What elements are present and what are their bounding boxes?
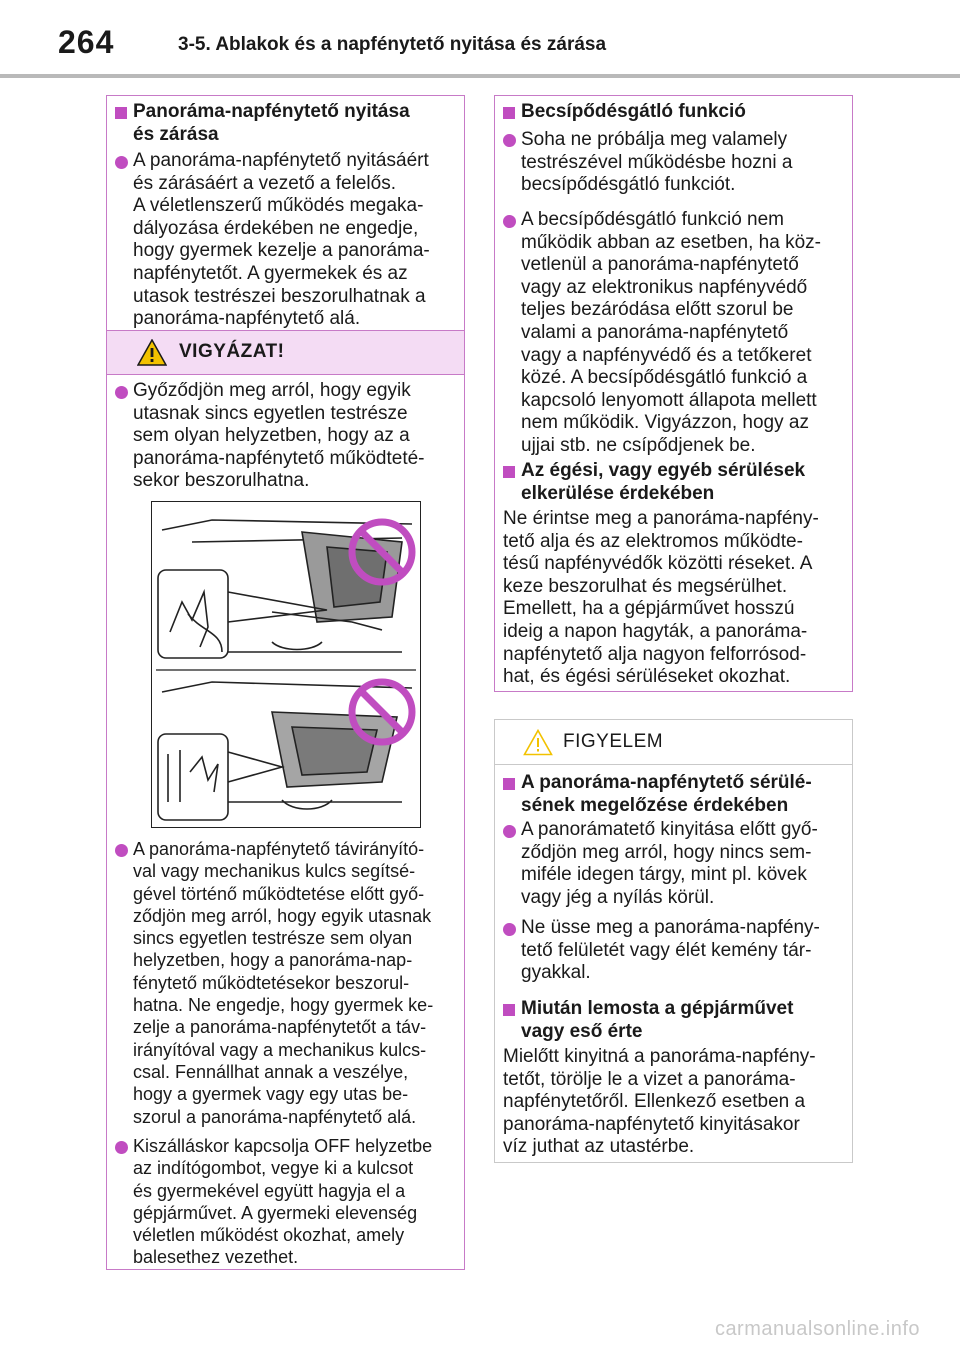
- heading-anti-pinch: Becsípődésgátló funkció: [521, 101, 746, 122]
- text-line: működik abban az esetben, ha köz-: [521, 231, 821, 253]
- text-line: tető alja és az elektromos működte-: [503, 530, 803, 552]
- text-line: napfénytető alja nagyon felforrósod-: [503, 643, 807, 665]
- text-line: ideig a napon hagyták, a panoráma-: [503, 620, 808, 642]
- header-divider: [0, 74, 960, 78]
- round-bullet-icon: [115, 1141, 128, 1154]
- notice-header: [495, 720, 852, 765]
- square-bullet-icon: [503, 778, 515, 790]
- paragraph-responsibility: [133, 150, 430, 331]
- text-line: A panoráma-napfénytető nyitásáért: [133, 150, 429, 171]
- round-bullet-icon: [503, 134, 516, 147]
- heading-line: vagy eső érte: [521, 1020, 643, 1042]
- paragraph-burn-prevention: [503, 508, 819, 689]
- text-line: közé. A becsípődésgátló funkció a: [521, 367, 808, 389]
- text-line: kapcsoló lenyomott állapota mellett: [521, 389, 817, 411]
- text-line: hatna. Ne engedje, hogy gyermek ke-: [133, 995, 434, 1016]
- text-line: dályozása érdekében ne engedje,: [133, 217, 419, 239]
- text-line: utasnak sincs egyetlen testrésze: [133, 402, 408, 424]
- text-line: A panoráma-napfénytető távirányító-: [133, 839, 425, 859]
- text-line: ujjai stb. ne csípődjenek be.: [521, 434, 756, 456]
- text-line: A panorámatető kinyitása előtt győ-: [521, 819, 818, 840]
- text-line: tésű napfényvédők közötti réseket. A: [503, 553, 813, 575]
- text-line: valami a panoráma-napfénytető: [521, 321, 789, 343]
- text-line: vagy a napfényvédő és a tetőkeret: [521, 344, 812, 366]
- text-line: panoráma-napfénytető kinyitásakor: [503, 1113, 800, 1135]
- round-bullet-icon: [115, 156, 128, 169]
- heading-line: elkerülése érdekében: [521, 482, 715, 504]
- warning-label: VIGYÁZAT!: [179, 341, 285, 362]
- text-line: teljes bezáródása előtt szorul be: [521, 299, 794, 321]
- footer-watermark: carmanualsonline.info: [714, 1318, 920, 1340]
- square-bullet-icon: [503, 107, 515, 119]
- text-line: Mielőtt kinyitná a panoráma-napfény-: [503, 1046, 816, 1067]
- text-line: hogy gyermek kezelje a panoráma-: [133, 240, 430, 262]
- paragraph-exit-vehicle: [133, 1135, 432, 1269]
- sunroof-hand-illustration: [152, 502, 420, 827]
- text-line: tető felületét vagy élét kemény tár-: [521, 939, 812, 961]
- text-line: vetlenül a panoráma-napfénytető: [521, 254, 799, 276]
- text-line: sincs egyetlen testrésze sem olyan: [133, 928, 413, 949]
- text-line: ződjön meg arról, hogy egyik utasnak: [133, 905, 432, 926]
- round-bullet-icon: [503, 923, 516, 936]
- page-number: 264: [58, 24, 115, 60]
- text-line: véletlen működést okozhat, amely: [133, 1225, 405, 1246]
- square-bullet-icon: [115, 107, 127, 119]
- paragraph-check-foreign-objects: [521, 819, 818, 909]
- round-bullet-icon: [503, 215, 516, 228]
- text-line: becsípődésgátló funkciót.: [521, 174, 736, 196]
- text-line: Soha ne próbálja meg valamely: [521, 129, 788, 150]
- text-line: gépjárművet. A gyermeki elevenség: [133, 1202, 418, 1223]
- text-line: nem működik. Vigyázzon, hogy az: [521, 412, 809, 434]
- text-line: A véletlenszerű működés megaka-: [133, 195, 424, 217]
- paragraph-wipe-water: [503, 1046, 816, 1159]
- warning-triangle-icon: [137, 339, 167, 366]
- text-line: sekor beszorulhatna.: [133, 470, 310, 492]
- text-line: tetőt, törölje le a vizet a panoráma-: [503, 1068, 796, 1090]
- text-line: Emellett, ha a gépjárművet hosszú: [503, 598, 795, 620]
- text-line: A becsípődésgátló funkció nem: [521, 209, 785, 230]
- text-line: hogy a gyermek vagy egy utas be-: [133, 1084, 409, 1105]
- text-line: napfénytetőt. A gyermekek és az: [133, 262, 408, 284]
- text-line: és gyermekével együtt hagyja el a: [133, 1180, 406, 1201]
- text-line: napfénytetőről. Ellenkező esetben a: [503, 1091, 806, 1113]
- notice-box: [494, 719, 853, 1163]
- right-warning-box: [494, 95, 853, 692]
- warning-band: [107, 330, 464, 375]
- text-line: vagy jég a nyílás körül.: [521, 886, 715, 908]
- text-line: szorul a panoráma-napfénytető alá.: [133, 1106, 417, 1127]
- text-line: utasok testrészei beszorulhatnak a: [133, 285, 426, 307]
- text-line: sem olyan helyzetben, hogy az a: [133, 425, 410, 447]
- left-warning-box: [106, 95, 465, 1270]
- notice-label: FIGYELEM: [563, 731, 664, 752]
- text-line: gével történő működtetése előtt győ-: [133, 883, 425, 904]
- text-line: csal. Fennállhat annak a veszélye,: [133, 1061, 409, 1082]
- paragraph-check-passengers: [133, 380, 425, 493]
- paragraph-remote-operation: [133, 838, 433, 1128]
- paragraph-anti-pinch-never: [521, 129, 792, 197]
- text-line: helyzetben, hogy a panoráma-nap-: [133, 950, 413, 971]
- heading-line: Miután lemosta a gépjárművet: [521, 998, 794, 1019]
- text-line: Kiszálláskor kapcsolja OFF helyzetbe: [133, 1136, 433, 1156]
- round-bullet-icon: [503, 825, 516, 838]
- text-line: irányítóval vagy a mechanikus kulcs-: [133, 1039, 427, 1060]
- text-line: panoráma-napfénytető alá.: [133, 308, 361, 330]
- heading-line: Az égési, vagy egyéb sérülések: [521, 460, 806, 481]
- paragraph-no-hard-objects: [521, 917, 820, 985]
- heading-line: és zárása: [133, 123, 219, 145]
- heading-after-washing: [521, 998, 793, 1043]
- text-line: keze beszorulhat és megsérülhet.: [503, 575, 788, 597]
- text-line: miféle idegen tárgy, mint pl. kövek: [521, 864, 807, 886]
- heading-line: Panoráma-napfénytető nyitása: [133, 101, 410, 122]
- heading-damage-prevention: [521, 772, 812, 817]
- text-line: hat, és égési sérüléseket okozhat.: [503, 666, 791, 688]
- text-line: testrészével működésbe hozni a: [521, 151, 793, 173]
- page-header: [0, 0, 960, 80]
- text-line: gyakkal.: [521, 962, 591, 984]
- text-line: panoráma-napfénytető működteté-: [133, 447, 425, 469]
- heading-burn-prevention: [521, 460, 805, 505]
- text-line: víz juthat az utastérbe.: [503, 1136, 695, 1158]
- text-line: és zárásáért a vezető a felelős.: [133, 172, 396, 194]
- paragraph-anti-pinch-limits: [521, 209, 821, 458]
- heading-line: sének megelőzése érdekében: [521, 794, 789, 816]
- sunroof-warning-illustration: [151, 501, 421, 828]
- text-line: ződjön meg arról, hogy nincs sem-: [521, 841, 812, 863]
- text-line: zelje a panoráma-napfénytetőt a táv-: [133, 1017, 427, 1038]
- heading-panorama-opening: [133, 101, 410, 146]
- text-line: Ne üsse meg a panoráma-napfény-: [521, 917, 820, 938]
- text-line: Ne érintse meg a panoráma-napfény-: [503, 508, 819, 529]
- text-line: az indítógombot, vegye ki a kulcsot: [133, 1158, 414, 1179]
- round-bullet-icon: [115, 386, 128, 399]
- text-line: Győződjön meg arról, hogy egyik: [133, 380, 411, 401]
- text-line: balesethez vezethet.: [133, 1247, 299, 1268]
- section-title: 3-5. Ablakok és a napfénytető nyitása és zárása: [178, 34, 607, 55]
- heading-line: A panoráma-napfénytető sérülé-: [521, 772, 812, 793]
- square-bullet-icon: [503, 466, 515, 478]
- text-line: fénytető működtetésekor beszorul-: [133, 972, 410, 993]
- text-line: val vagy mechanikus kulcs segítsé-: [133, 861, 416, 882]
- text-line: vagy az elektronikus napfényvédő: [521, 276, 808, 298]
- square-bullet-icon: [503, 1004, 515, 1016]
- round-bullet-icon: [115, 844, 128, 857]
- caution-triangle-icon: [523, 729, 553, 756]
